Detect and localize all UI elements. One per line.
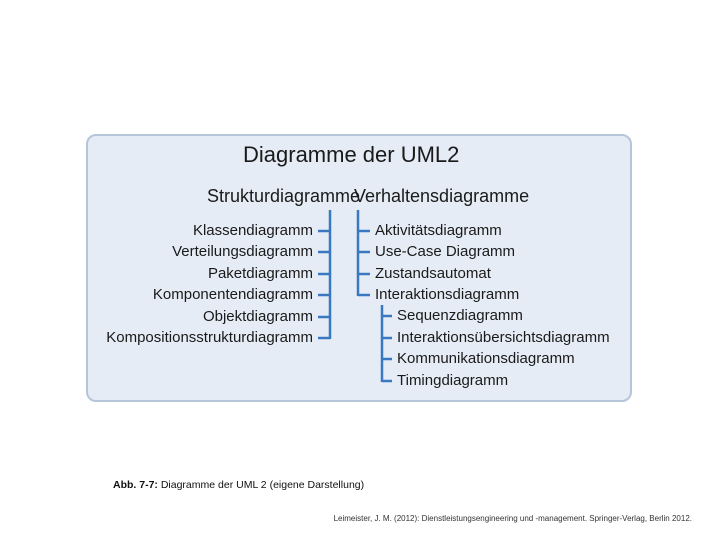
interaction-item: Timingdiagramm bbox=[397, 372, 509, 389]
structure-item: Paketdiagramm bbox=[207, 265, 313, 282]
behavior-heading: Verhaltensdiagramme bbox=[354, 186, 530, 206]
structure-item: Objektdiagramm bbox=[202, 308, 313, 325]
interaction-item: Interaktionsübersichtsdiagramm bbox=[397, 329, 610, 346]
behavior-item: Interaktionsdiagramm bbox=[375, 286, 520, 303]
structure-item: Kompositionsstrukturdiagramm bbox=[106, 329, 313, 346]
interaction-item: Sequenzdiagramm bbox=[397, 307, 523, 324]
behavior-item: Zustandsautomat bbox=[375, 265, 491, 282]
structure-item: Verteilungsdiagramm bbox=[172, 243, 313, 260]
figure-caption bbox=[113, 479, 364, 491]
source-citation: Leimeister, J. M. (2012): Dienstleistungsengineering und -management. Springer-Verlag, Berlin 2012. bbox=[333, 514, 692, 523]
interaction-item: Kommunikationsdiagramm bbox=[397, 350, 575, 367]
caption-text: Diagramme der UML 2 (eigene Darstellung) bbox=[157, 479, 365, 491]
structure-item: Komponentendiagramm bbox=[152, 286, 313, 303]
behavior-item: Use-Case Diagramm bbox=[375, 243, 516, 260]
behavior-item: Aktivitätsdiagramm bbox=[375, 222, 502, 239]
caption-label: Abb. 7-7: bbox=[113, 479, 158, 491]
diagram-title: Diagramme der UML2 bbox=[243, 142, 460, 167]
structure-heading: Strukturdiagramme bbox=[207, 186, 361, 206]
structure-item: Klassendiagramm bbox=[192, 222, 313, 239]
